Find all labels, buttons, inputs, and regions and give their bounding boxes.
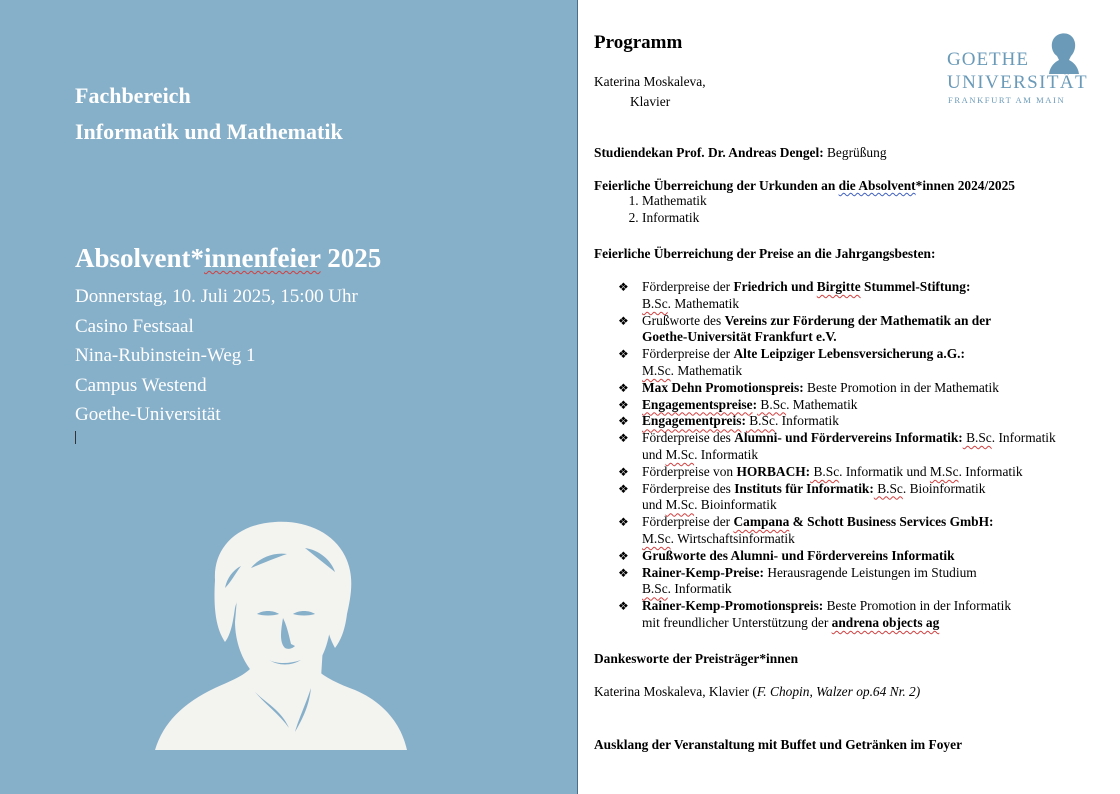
degree-abbr: B.Sc: [757, 396, 787, 412]
prize-sponsor: :: [752, 396, 758, 412]
greeting-text: Begrüßung: [823, 145, 887, 160]
prize-text: . Informatik: [667, 581, 732, 597]
prize-text: . Informatik: [774, 413, 839, 429]
event-title: [75, 243, 381, 274]
diamond-bullet-icon: ❖: [618, 313, 629, 328]
prize-sponsor: Campana: [733, 514, 790, 530]
degree-abbr: B.Sc: [745, 413, 775, 429]
diamond-bullet-icon: ❖: [618, 464, 629, 479]
program-page: [594, 0, 1104, 794]
list-item: [618, 380, 1108, 397]
list-item: [618, 430, 1108, 464]
prize-text: Förderpreise der: [642, 346, 734, 362]
prize-sponsor: Grußworte des Alumni- und Fördervereins Informatik: [642, 547, 955, 563]
diamond-bullet-icon: ❖: [618, 347, 629, 362]
performer-name: Katerina Moskaleva,: [594, 74, 706, 89]
prize-sponsor: Max Dehn Promotionspreis:: [642, 379, 804, 395]
prize-sponsor: Alumni- und Fördervereins Informatik:: [734, 430, 963, 446]
prize-list: [618, 279, 1108, 632]
prize-sponsor: Alte Leipziger Lebensversicherung a.G.:: [733, 346, 965, 362]
greeting-speaker: Studiendekan Prof. Dr. Andreas Dengel:: [594, 145, 824, 160]
prize-text: . Mathematik: [670, 362, 743, 378]
diamond-bullet-icon: ❖: [618, 397, 629, 412]
prizes-heading: Feierliche Überreichung der Preise an die Jahrgangsbesten:: [594, 246, 936, 261]
prize-text: . Informatik: [694, 446, 759, 462]
prize-text: Förderpreise des: [642, 430, 735, 446]
greeting-line: [594, 145, 887, 161]
degree-abbr: M.Sc: [642, 362, 671, 378]
program-title: Programm: [594, 32, 683, 53]
diamond-bullet-icon: ❖: [618, 431, 629, 446]
prize-text: Beste Promotion in der Informatik: [823, 598, 1012, 614]
event-date: Donnerstag, 10. Juli 2025, 15:00 Uhr: [75, 286, 358, 307]
event-details: [75, 282, 358, 430]
prize-text: . Informatik: [958, 463, 1023, 479]
list-item: [618, 548, 1108, 565]
prize-text: und: [642, 497, 666, 513]
prize-text: Herausragende Leistungen im Studium: [763, 564, 977, 580]
diamond-bullet-icon: ❖: [618, 599, 629, 614]
degree-label: Mathematik: [642, 193, 707, 208]
prize-text: mit freundlicher Unterstützung der: [642, 614, 832, 630]
department-heading: [75, 78, 343, 150]
degree-label: Informatik: [642, 209, 700, 225]
diamond-bullet-icon: ❖: [618, 565, 629, 580]
ceremony-heading-part-2: die Absolvent: [838, 178, 916, 193]
prize-sponsor: Rainer-Kemp-Promotionspreis:: [642, 598, 824, 614]
prize-text: Förderpreise der: [642, 514, 734, 530]
prize-text: . Wirtschaftsinformatik: [670, 530, 795, 546]
degree-abbr: M.Sc: [665, 446, 695, 462]
logo-line-goethe: GOETHE: [947, 49, 1029, 70]
goethe-portrait-icon: [155, 518, 407, 756]
diamond-bullet-icon: ❖: [618, 280, 629, 294]
department-line-2: Informatik und Mathematik: [75, 119, 343, 144]
degree-abbr: B.Sc: [873, 480, 903, 496]
degree-abbr: B.Sc: [810, 463, 840, 479]
degree-abbr: M.Sc: [665, 497, 695, 513]
performer-instrument: Klavier: [630, 94, 671, 109]
prize-sponsor: Engagementspreise: [642, 396, 753, 412]
prize-text: Förderpreise des: [642, 480, 735, 496]
prize-text: Grußworte des: [642, 312, 725, 328]
list-item: [618, 464, 1108, 481]
closing-music-line: [594, 684, 920, 700]
prize-sponsor: Vereins zur Förderung der Mathematik an der: [724, 312, 992, 328]
prize-sponsor: andrena objects ag: [831, 614, 940, 630]
degree-abbr: B.Sc: [962, 430, 992, 446]
department-line-1: Fachbereich: [75, 83, 191, 108]
prize-text: . Bioinformatik: [902, 480, 986, 496]
list-item: [618, 346, 1108, 380]
diamond-bullet-icon: ❖: [618, 380, 629, 395]
prize-sponsor: :: [741, 413, 746, 429]
list-item: [618, 565, 1108, 599]
prize-sponsor: Stummel-Stiftung:: [860, 279, 971, 294]
prize-sponsor: HORBACH:: [736, 463, 811, 479]
event-venue: Casino Festsaal: [75, 315, 194, 337]
ceremony-heading: [594, 178, 1015, 194]
prize-text: . Bioinformatik: [694, 497, 777, 513]
logo-line-universitaet: UNIVERSITÄT: [947, 72, 1088, 93]
prize-text: Beste Promotion in der Mathematik: [803, 379, 999, 395]
degree-abbr: M.Sc: [642, 530, 671, 546]
event-street: Nina-Rubinstein-Weg 1: [75, 345, 256, 366]
prize-sponsor: Friedrich und: [733, 279, 817, 294]
prize-text: Förderpreise der: [642, 279, 734, 294]
event-university: Goethe-Universität: [75, 404, 221, 425]
prize-text: . Mathematik: [786, 396, 858, 412]
prize-text: Förderpreise von: [642, 463, 737, 479]
list-item: [642, 210, 707, 227]
list-item: [618, 413, 1108, 430]
list-item: [618, 313, 1108, 347]
prize-text: . Mathematik: [667, 295, 740, 311]
closing-music-piece: F. Chopin, Walzer op.64 Nr. 2): [756, 684, 921, 699]
diamond-bullet-icon: ❖: [618, 481, 629, 496]
panel-divider: [577, 0, 578, 794]
prize-sponsor: Birgitte: [816, 279, 861, 294]
degree-abbr: M.Sc: [929, 463, 959, 479]
event-campus: Campus Westend: [75, 374, 207, 396]
closing-music-performer: Katerina Moskaleva, Klavier (: [594, 684, 757, 699]
prize-sponsor: Goethe-Universität Frankfurt e.V.: [642, 329, 837, 345]
prize-text: und: [642, 446, 666, 462]
text-cursor: [75, 431, 76, 444]
prize-text: . Informatik: [991, 430, 1056, 446]
ceremony-heading-part-1: Feierliche Überreichung der Urkunden an: [594, 178, 839, 193]
prize-sponsor: Rainer-Kemp-Preise:: [642, 564, 764, 580]
event-title-part-1: Absolvent*: [75, 243, 205, 273]
diamond-bullet-icon: ❖: [618, 414, 629, 429]
prize-text: . Informatik und: [839, 463, 930, 479]
closing-event-line: Ausklang der Veranstaltung mit Buffet und Getränken im Foyer: [594, 737, 963, 752]
prize-sponsor: Instituts für Informatik:: [734, 480, 874, 496]
event-title-part-2: innenfeier: [204, 243, 321, 273]
logo-line-frankfurt: FRANKFURT AM MAIN: [948, 95, 1066, 105]
list-item: [618, 598, 1108, 632]
prize-sponsor: & Schott Business Services GmbH:: [789, 514, 994, 530]
diamond-bullet-icon: ❖: [618, 548, 629, 563]
event-title-part-3: 2025: [320, 243, 382, 273]
list-item: [642, 193, 707, 210]
degree-list: [618, 193, 707, 226]
ceremony-heading-part-3: *innen 2024/2025: [915, 178, 1015, 193]
prize-sponsor: Engagementpreis: [642, 413, 742, 429]
list-item: [618, 279, 1108, 313]
degree-abbr: B.Sc: [642, 295, 668, 311]
list-item: [618, 397, 1108, 414]
list-item: [618, 514, 1108, 548]
diamond-bullet-icon: ❖: [618, 515, 629, 530]
thanks-line: Dankesworte der Preisträger*innen: [594, 651, 799, 666]
degree-abbr: B.Sc: [642, 581, 668, 597]
list-item: [618, 481, 1108, 515]
